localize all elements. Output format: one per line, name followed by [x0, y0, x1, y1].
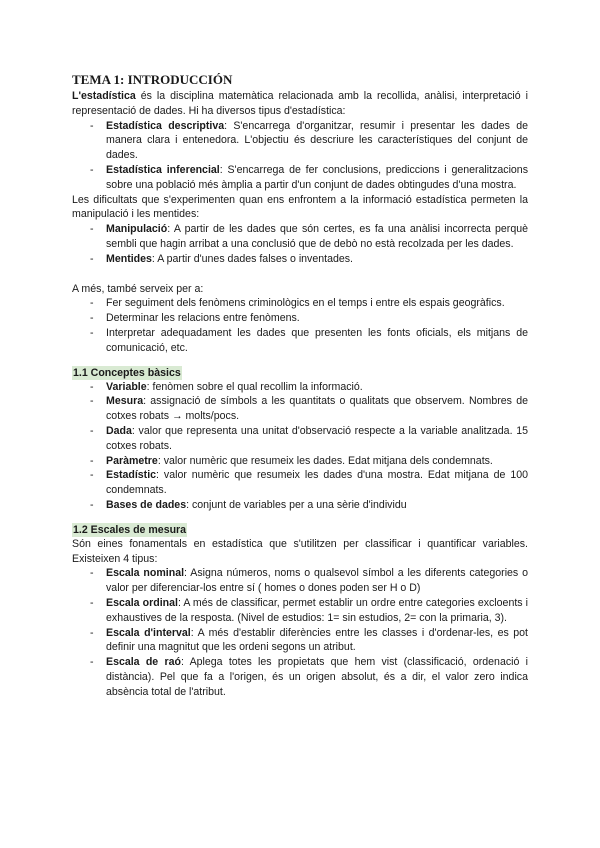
list-item-text: : Asigna números, noms o qualsevol símbol a les diferents categories o valor per diferenciar-los entre sí ( homes o dones poden ser H o D)	[106, 567, 528, 595]
list-item	[106, 394, 528, 424]
section-heading-basics: 1.1 Conceptes bàsics	[73, 366, 181, 379]
list-item: - Determinar les relacions entre fenòmens.	[106, 311, 528, 326]
intro-text: és la disciplina matemàtica relacionada amb la recollida, anàlisi, interpretació i representació de dades. Hi ha diversos tipus d'estadística:	[72, 90, 528, 117]
list-item-text: : assignació de símbols a les quantitats o qualitats que observem. Nombres de cotxes robats → molts/pocs.	[106, 395, 528, 423]
difficulties-list	[72, 222, 528, 266]
scales-intro-paragraph: Són eines fonamentals en estadística que s'utilitzen per classificar i quantificar variables. Existeixen 4 tipus:	[72, 537, 528, 565]
list-item: - Interpretar adequadament les dades que presenten les fonts oficials, els mitjans de comunicació, etc.	[106, 326, 528, 356]
list-item-text: : valor numèric que resumeix les dades d'una mostra. Edat mitjana de 100 condemnats.	[106, 469, 528, 497]
list-item: - Fer seguiment dels fenòmens criminològics en el temps i entre els espais geogràfics.	[106, 296, 528, 311]
list-item-term: Mentides	[106, 252, 152, 265]
list-item	[106, 655, 528, 699]
list-item-term: Dada	[106, 424, 132, 437]
list-item	[106, 424, 528, 454]
list-item-term: Paràmetre	[106, 454, 158, 467]
section-heading-scales: 1.2 Escales de mesura	[73, 523, 187, 536]
list-item	[106, 380, 528, 395]
list-item	[106, 252, 528, 267]
intro-term: L'estadística	[72, 90, 136, 102]
list-item-text: : valor que representa una unitat d'observació respecte a la variable analitzada. 15 cotxes robats.	[106, 424, 528, 452]
list-item-text: : S'encarrega d'organitzar, resumir i presentar les dades de manera clara i entenedora. L'objectiu és descriure les característiques del conjunt de dades.	[106, 119, 528, 162]
list-item	[106, 566, 528, 596]
list-item-text: : conjunt de variables per a una sèrie d'individu	[186, 498, 407, 511]
list-item-term: Escala d'interval	[106, 626, 191, 639]
page-title: TEMA 1: INTRODUCCIÓN	[72, 72, 233, 87]
list-item	[106, 626, 528, 656]
section-heading-wrapper	[72, 513, 528, 537]
list-item	[106, 163, 528, 193]
section-heading-wrapper	[72, 356, 528, 380]
list-item-term: Manipulació	[106, 223, 168, 236]
scales-list	[72, 566, 528, 699]
document-content	[72, 72, 528, 699]
list-item-term: Estadística inferencial	[106, 163, 220, 176]
list-item-term: Estadística descriptiva	[106, 119, 225, 132]
list-item-text: : A partir de les dades que són certes, es fa una anàlisi incorrecta perquè sembli que hagin arribat a una conclusió que de debò no està recolzada per les dades.	[106, 223, 528, 250]
list-item	[106, 596, 528, 626]
uses-list	[72, 296, 528, 355]
list-item	[106, 119, 528, 163]
list-item	[106, 454, 528, 469]
list-item-text: : S'encarrega de fer conclusions, prediccions i generalitzacions sobre una població més àmplia a partir d'un conjunt de dades obtingudes d'una mostra.	[106, 163, 528, 191]
basic-concepts-list	[72, 380, 528, 513]
list-item	[106, 498, 528, 513]
list-item-term: Escala nominal	[106, 567, 185, 580]
also-paragraph: A més, també serveix per a:	[72, 282, 204, 295]
statistics-types-list	[72, 119, 528, 193]
intro-paragraph	[72, 89, 528, 119]
list-item-term: Mesura	[106, 395, 144, 408]
list-item-text: : A més d'establir diferències entre les classes i d'ordenar-les, es pot definir una magnitut que les ordeni segons un atribut.	[106, 626, 528, 654]
difficulties-paragraph: Les dificultats que s'experimenten quan ens enfrontem a la informació estadística permeten la manipulació i les mentides:	[72, 193, 528, 221]
list-item	[106, 468, 528, 498]
list-item-text: : A partir d'unes dades falses o inventades.	[151, 252, 354, 265]
list-item-text: : valor numèric que resumeix les dades. Edat mitjana dels condemnats.	[157, 454, 493, 467]
list-item-text: : fenòmen sobre el qual recollim la informació.	[146, 380, 363, 393]
list-item-term: Escala de raó	[106, 656, 181, 669]
list-item-term: Bases de dades	[106, 498, 187, 511]
list-item-text: : Aplega totes les propietats que hem vist (classificació, ordenació i distància). Pel que fa a l'origen, és un origen absolut, és a dir, el valor zero indica absència total de l'atribut.	[106, 656, 528, 698]
spacer	[72, 267, 528, 282]
list-item-term: Escala ordinal	[106, 596, 178, 609]
list-item-text: : A més de classificar, permet establir un ordre entre categories excloents i exhaustives de la resposta. (Nivel de estudios: 1= sin estudios, 2= con la primaria, 3).	[106, 596, 528, 624]
list-item-term: Estadístic	[106, 469, 157, 482]
list-item	[106, 222, 528, 252]
list-item-term: Variable	[106, 380, 147, 393]
